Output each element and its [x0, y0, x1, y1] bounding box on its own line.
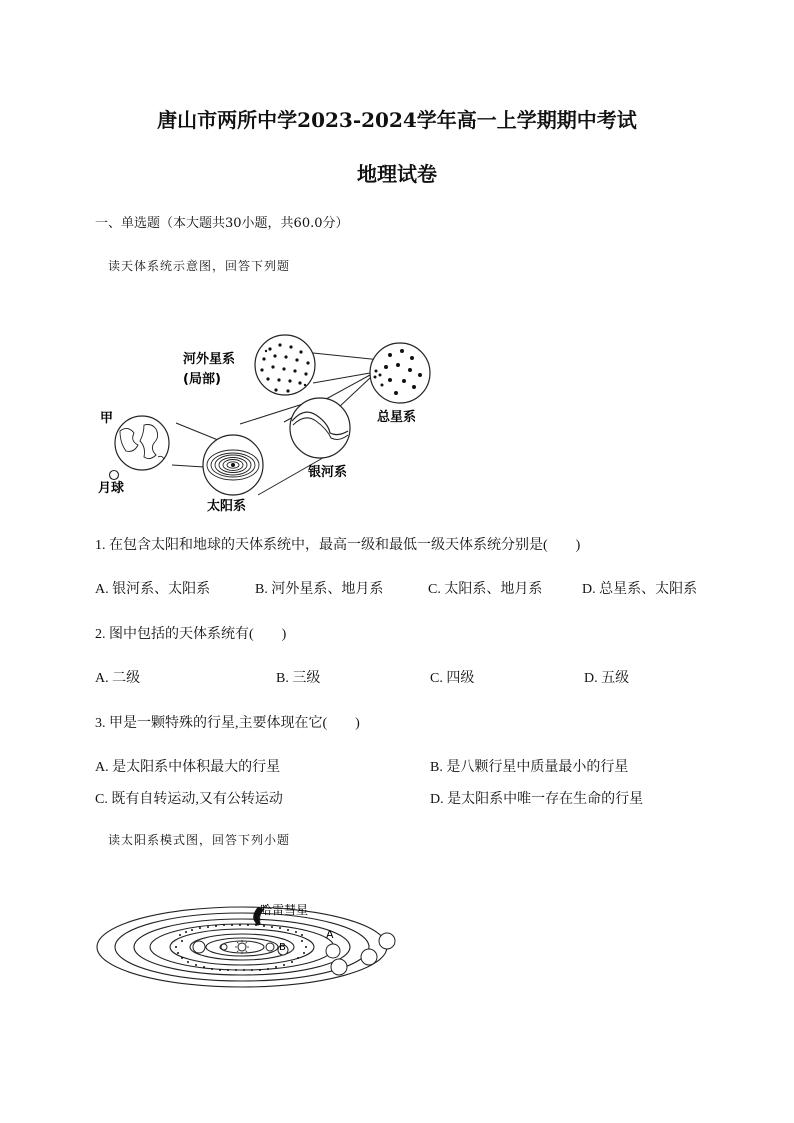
question-3: 3. 甲是一颗特殊的行星,主要体现在它( ) — [95, 716, 360, 731]
intro-text-2: 读太阳系模式图，回答下列小题 — [108, 833, 291, 847]
label-b: B — [279, 942, 286, 953]
solar-system-model-diagram — [90, 895, 410, 995]
milky-way-circle — [290, 398, 350, 458]
label-outer-galaxy-sub: (局部) — [183, 372, 221, 387]
q2-option-d[interactable]: D. 五级 — [584, 671, 630, 686]
outer-galaxy-circle — [255, 335, 315, 395]
q1-option-b[interactable]: B. 河外星系、地月系 — [255, 582, 384, 597]
q3-option-d[interactable]: D. 是太阳系中唯一存在生命的行星 — [430, 792, 644, 807]
earth-jia-globe — [115, 416, 169, 470]
q1-option-c[interactable]: C. 太阳系、地月系 — [428, 582, 543, 597]
label-jia: 甲 — [100, 411, 114, 426]
solar-system-circle — [203, 435, 263, 495]
label-universe: 总星系 — [377, 410, 417, 425]
q2-option-a[interactable]: A. 二级 — [95, 671, 141, 686]
universe-circle — [370, 343, 430, 403]
q3-option-b[interactable]: B. 是八颗行星中质量最小的行星 — [430, 760, 629, 775]
intro-text-1: 读天体系统示意图，回答下列题 — [108, 259, 291, 273]
moon-circle — [110, 471, 119, 480]
label-outer-galaxy: 河外星系 — [183, 352, 236, 367]
sun-symbol — [235, 940, 249, 954]
planet-orbits — [97, 907, 387, 987]
label-solar-system: 太阳系 — [207, 499, 247, 514]
q3-option-a[interactable]: A. 是太阳系中体积最大的行星 — [95, 760, 281, 775]
page-subtitle: 地理试卷 — [357, 162, 437, 186]
label-halley-comet: 哈雷彗星 — [260, 903, 309, 917]
question-1: 1. 在包含太阳和地球的天体系统中，最高一级和最低一级天体系统分别是( ) — [95, 538, 581, 553]
label-a: A — [326, 928, 334, 941]
page-title: 唐山市两所中学2023-2024学年高一上学期期中考试 — [157, 108, 637, 132]
label-moon: 月球 — [98, 481, 125, 496]
question-2: 2. 图中包括的天体系统有( ) — [95, 627, 287, 642]
section-heading: 一、单选题（本大题共30小题，共60.0分） — [95, 216, 349, 231]
q2-option-b[interactable]: B. 三级 — [276, 671, 321, 686]
q3-option-c[interactable]: C. 既有自转运动,又有公转运动 — [95, 792, 283, 807]
q2-option-c[interactable]: C. 四级 — [430, 671, 475, 686]
celestial-system-diagram — [90, 325, 450, 515]
label-milky-way: 银河系 — [308, 465, 348, 480]
q1-option-a[interactable]: A. 银河系、太阳系 — [95, 582, 211, 597]
q1-option-d[interactable]: D. 总星系、太阳系 — [582, 582, 698, 597]
